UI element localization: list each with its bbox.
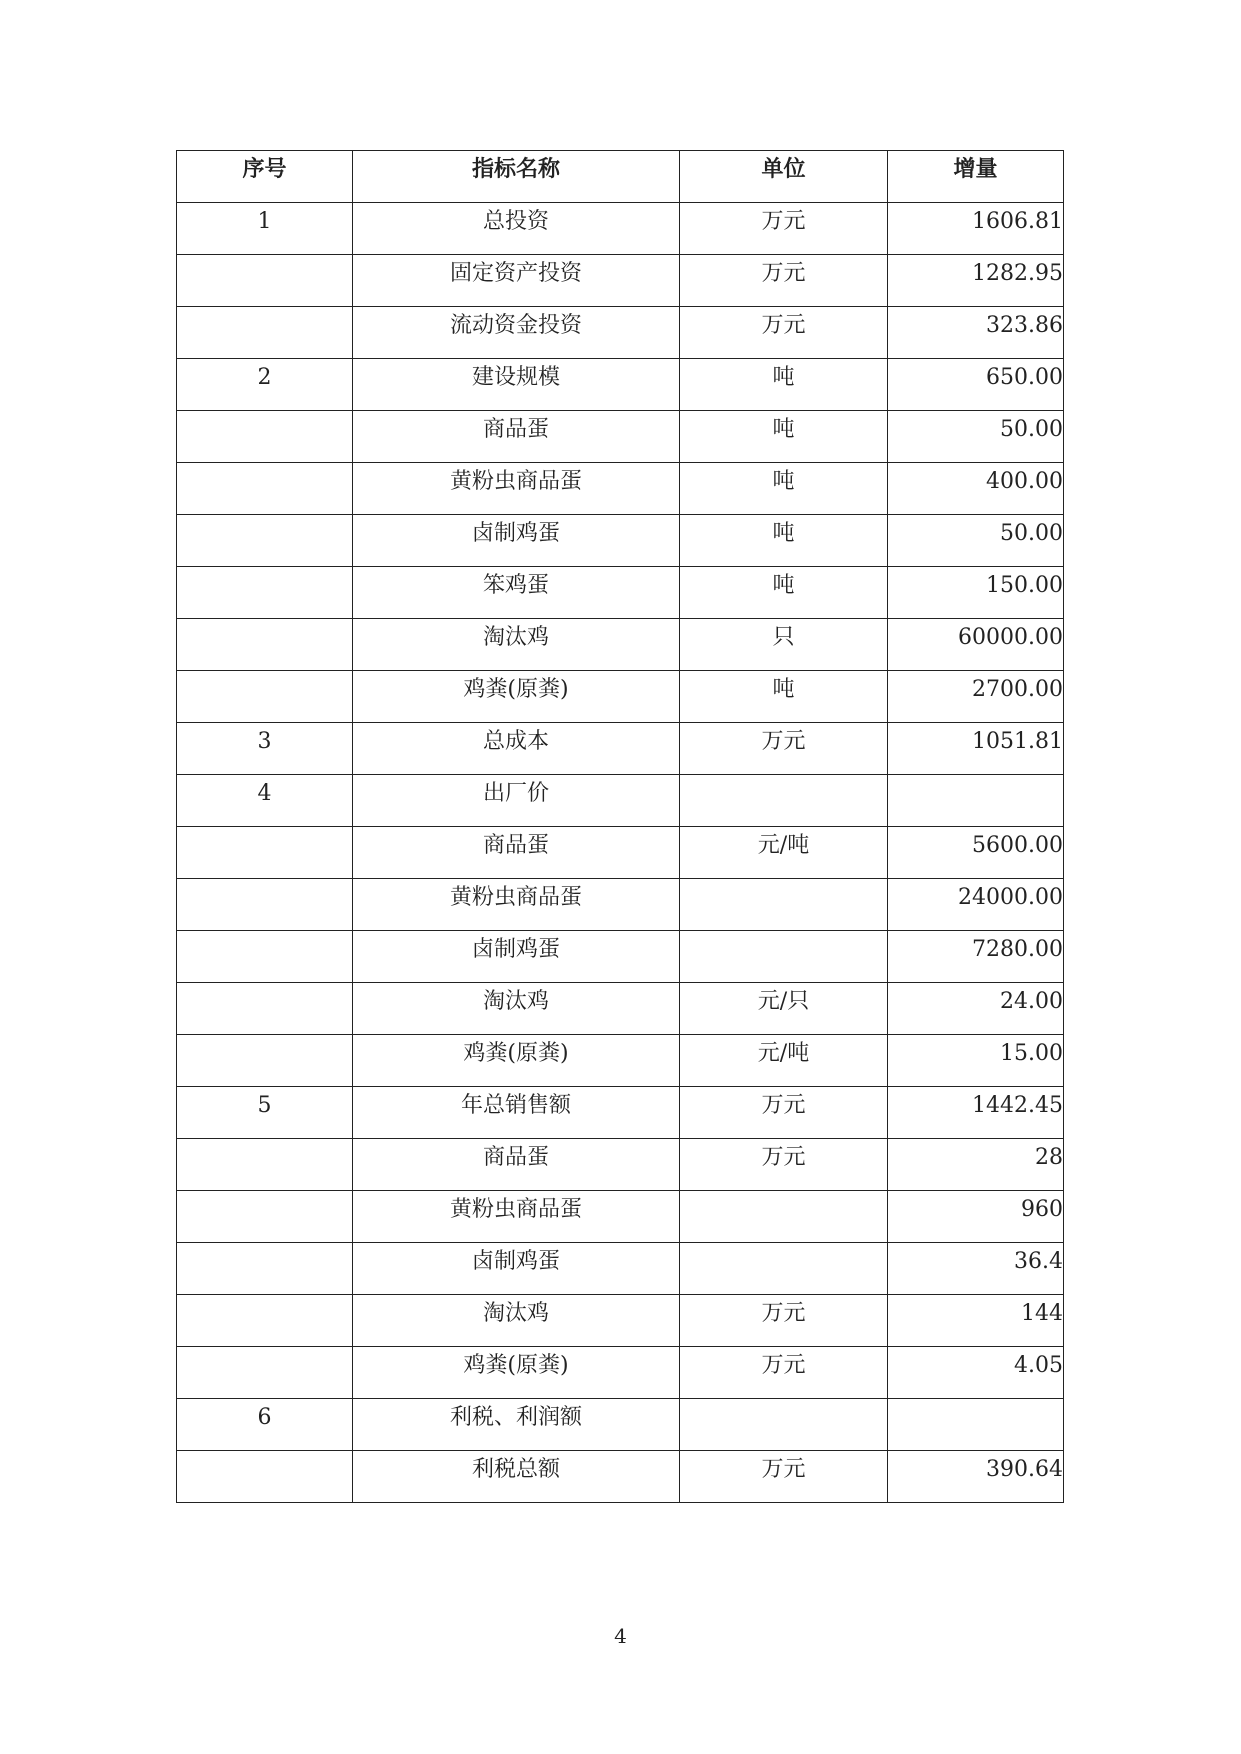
cell-value: 1442.45	[888, 1087, 1064, 1139]
cell-indicator-name: 淘汰鸡	[353, 983, 680, 1035]
cell-indicator-name: 建设规模	[353, 359, 680, 411]
cell-indicator-name: 鸡粪(原粪)	[353, 1035, 680, 1087]
table-row	[177, 567, 1064, 619]
cell-indicator-name: 商品蛋	[353, 411, 680, 463]
header-unit: 单位	[680, 151, 888, 203]
cell-seq	[177, 411, 353, 463]
cell-indicator-name: 鸡粪(原粪)	[353, 671, 680, 723]
cell-unit	[680, 775, 888, 827]
cell-indicator-name: 卤制鸡蛋	[353, 931, 680, 983]
cell-value: 390.64	[888, 1451, 1064, 1503]
cell-unit: 万元	[680, 1295, 888, 1347]
cell-value: 5600.00	[888, 827, 1064, 879]
cell-seq	[177, 1243, 353, 1295]
cell-unit: 吨	[680, 515, 888, 567]
cell-unit: 吨	[680, 671, 888, 723]
cell-seq	[177, 827, 353, 879]
cell-indicator-name: 商品蛋	[353, 827, 680, 879]
cell-seq	[177, 1347, 353, 1399]
table-row	[177, 671, 1064, 723]
table-row	[177, 775, 1064, 827]
cell-indicator-name: 黄粉虫商品蛋	[353, 463, 680, 515]
cell-value: 4.05	[888, 1347, 1064, 1399]
cell-indicator-name: 利税、利润额	[353, 1399, 680, 1451]
cell-value: 1282.95	[888, 255, 1064, 307]
cell-value: 960	[888, 1191, 1064, 1243]
cell-value	[888, 775, 1064, 827]
cell-seq: 1	[177, 203, 353, 255]
cell-unit: 吨	[680, 463, 888, 515]
cell-value: 28	[888, 1139, 1064, 1191]
table-row	[177, 827, 1064, 879]
cell-unit	[680, 879, 888, 931]
cell-seq: 3	[177, 723, 353, 775]
table-row	[177, 203, 1064, 255]
cell-seq	[177, 1035, 353, 1087]
cell-indicator-name: 淘汰鸡	[353, 619, 680, 671]
cell-indicator-name: 鸡粪(原粪)	[353, 1347, 680, 1399]
cell-seq	[177, 307, 353, 359]
table-header-row	[177, 151, 1064, 203]
table-row	[177, 983, 1064, 1035]
cell-indicator-name: 出厂价	[353, 775, 680, 827]
cell-seq	[177, 983, 353, 1035]
cell-unit	[680, 931, 888, 983]
header-value: 增量	[888, 151, 1064, 203]
cell-value: 2700.00	[888, 671, 1064, 723]
cell-indicator-name: 利税总额	[353, 1451, 680, 1503]
cell-indicator-name: 卤制鸡蛋	[353, 1243, 680, 1295]
cell-unit: 万元	[680, 203, 888, 255]
cell-value: 50.00	[888, 411, 1064, 463]
cell-indicator-name: 总成本	[353, 723, 680, 775]
table-row	[177, 1087, 1064, 1139]
cell-seq	[177, 879, 353, 931]
header-name: 指标名称	[353, 151, 680, 203]
cell-seq	[177, 463, 353, 515]
table-row	[177, 1139, 1064, 1191]
cell-unit	[680, 1191, 888, 1243]
cell-value: 7280.00	[888, 931, 1064, 983]
cell-indicator-name: 流动资金投资	[353, 307, 680, 359]
cell-seq	[177, 567, 353, 619]
cell-unit: 吨	[680, 359, 888, 411]
table-row	[177, 1451, 1064, 1503]
table-row	[177, 1243, 1064, 1295]
cell-unit: 万元	[680, 723, 888, 775]
cell-seq	[177, 1191, 353, 1243]
table-row	[177, 931, 1064, 983]
cell-seq: 4	[177, 775, 353, 827]
cell-value: 150.00	[888, 567, 1064, 619]
cell-value	[888, 1399, 1064, 1451]
cell-unit: 吨	[680, 411, 888, 463]
table-row	[177, 255, 1064, 307]
cell-seq	[177, 1451, 353, 1503]
table-row	[177, 515, 1064, 567]
cell-unit	[680, 1399, 888, 1451]
cell-value: 144	[888, 1295, 1064, 1347]
cell-seq	[177, 515, 353, 567]
table-row	[177, 619, 1064, 671]
table-row	[177, 463, 1064, 515]
cell-value: 15.00	[888, 1035, 1064, 1087]
table-row	[177, 723, 1064, 775]
cell-seq: 6	[177, 1399, 353, 1451]
header-seq: 序号	[177, 151, 353, 203]
page-number: 4	[614, 1624, 627, 1648]
cell-unit: 元/只	[680, 983, 888, 1035]
table-row	[177, 1191, 1064, 1243]
cell-seq: 2	[177, 359, 353, 411]
table-row	[177, 411, 1064, 463]
cell-value: 60000.00	[888, 619, 1064, 671]
table-row	[177, 1035, 1064, 1087]
cell-value: 650.00	[888, 359, 1064, 411]
cell-indicator-name: 总投资	[353, 203, 680, 255]
cell-seq	[177, 671, 353, 723]
cell-indicator-name: 笨鸡蛋	[353, 567, 680, 619]
cell-unit: 元/吨	[680, 1035, 888, 1087]
cell-unit: 吨	[680, 567, 888, 619]
cell-indicator-name: 商品蛋	[353, 1139, 680, 1191]
cell-value: 323.86	[888, 307, 1064, 359]
cell-unit: 万元	[680, 1087, 888, 1139]
cell-seq: 5	[177, 1087, 353, 1139]
cell-value: 24.00	[888, 983, 1064, 1035]
cell-unit	[680, 1243, 888, 1295]
cell-seq	[177, 619, 353, 671]
cell-unit: 万元	[680, 255, 888, 307]
cell-seq	[177, 1295, 353, 1347]
cell-unit: 万元	[680, 1139, 888, 1191]
cell-unit: 只	[680, 619, 888, 671]
cell-indicator-name: 卤制鸡蛋	[353, 515, 680, 567]
cell-unit: 万元	[680, 1347, 888, 1399]
table-row	[177, 1295, 1064, 1347]
cell-indicator-name: 年总销售额	[353, 1087, 680, 1139]
cell-value: 36.4	[888, 1243, 1064, 1295]
indicator-table	[176, 150, 1064, 1503]
table-row	[177, 1347, 1064, 1399]
cell-indicator-name: 淘汰鸡	[353, 1295, 680, 1347]
cell-value: 400.00	[888, 463, 1064, 515]
table-row	[177, 879, 1064, 931]
table-row	[177, 307, 1064, 359]
cell-unit: 万元	[680, 307, 888, 359]
cell-unit: 元/吨	[680, 827, 888, 879]
cell-seq	[177, 255, 353, 307]
cell-indicator-name: 固定资产投资	[353, 255, 680, 307]
table-row	[177, 1399, 1064, 1451]
cell-indicator-name: 黄粉虫商品蛋	[353, 879, 680, 931]
cell-seq	[177, 931, 353, 983]
cell-value: 1606.81	[888, 203, 1064, 255]
table-row	[177, 359, 1064, 411]
cell-value: 1051.81	[888, 723, 1064, 775]
cell-value: 50.00	[888, 515, 1064, 567]
cell-seq	[177, 1139, 353, 1191]
cell-indicator-name: 黄粉虫商品蛋	[353, 1191, 680, 1243]
cell-unit: 万元	[680, 1451, 888, 1503]
cell-value: 24000.00	[888, 879, 1064, 931]
